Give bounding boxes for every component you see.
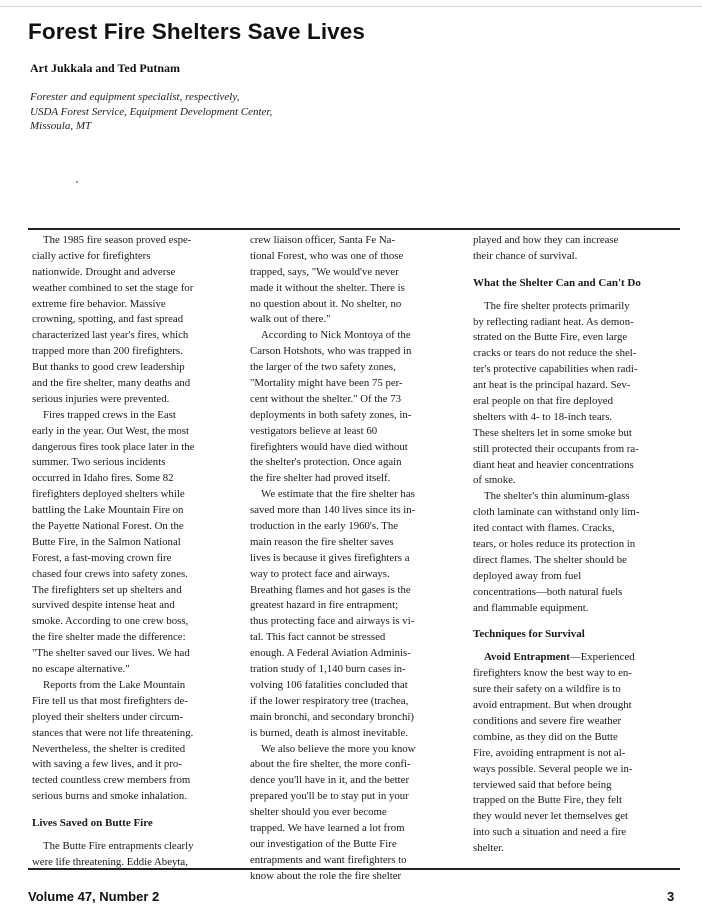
text-line: cent without the shelter." Of the 73 xyxy=(250,392,402,405)
text-line: about the fire shelter, the more confi- xyxy=(250,758,411,771)
text-line: into such a situation and need a fire xyxy=(473,826,627,839)
text-line: chased four crews into safety zones. xyxy=(32,567,188,580)
text-line: Butte Fire, in the Salmon National xyxy=(32,535,181,548)
text-line: tears, or holes reduce its protection in xyxy=(473,538,636,551)
text-line: cially active for firefighters xyxy=(32,249,151,262)
text-line: Nevertheless, the shelter is credited xyxy=(32,742,186,755)
footer-rule xyxy=(28,868,680,870)
text-line: and flammable equipment. xyxy=(473,601,589,614)
author-affiliation xyxy=(30,90,272,134)
text-line: We also believe the more you know xyxy=(261,742,416,755)
text-line: and the fire shelter, many deaths and xyxy=(32,377,191,390)
text-line: The firefighters set up shelters and xyxy=(32,583,182,596)
text-line: These shelters let in some smoke but xyxy=(473,426,632,439)
text-line: early in the year. Out West, the most xyxy=(32,424,189,437)
text-line: sure their safety on a wildfire is to xyxy=(473,683,621,696)
issue-label: Volume 47, Number 2 xyxy=(28,889,160,904)
column-3 xyxy=(473,233,683,857)
scan-speck xyxy=(76,181,78,183)
text-line: crowning, spotting, and fast spread xyxy=(32,313,184,326)
text-line: The Butte Fire entrapments clearly xyxy=(43,839,194,852)
text-line: diant heat and heavier concentrations xyxy=(473,458,634,471)
text-line: The 1985 fire season proved espe- xyxy=(43,234,192,246)
text-line: concentrations—both natural fuels xyxy=(473,585,623,598)
text-line: trapped, says, "We would've never xyxy=(250,265,399,278)
text-line: The shelter's thin aluminum-glass xyxy=(484,490,630,503)
text-line: smoke. According to one crew boss, xyxy=(32,615,189,628)
text-line: lives is because it gives firefighters a xyxy=(250,551,410,564)
text-line: the larger of the two safety zones, xyxy=(250,361,396,374)
text-line: the fire shelter had proved itself. xyxy=(250,472,391,485)
text-line: know about the role the fire shelter xyxy=(250,869,402,882)
text-line: firefighters would have died without xyxy=(250,440,408,453)
text-line: greatest hazard in fire entrapment; xyxy=(250,599,399,612)
text-line: ant heat is the principal hazard. Sev- xyxy=(473,379,631,392)
text-line: terviewed said that before being xyxy=(473,778,612,791)
text-line: avoid entrapment. But when drought xyxy=(473,699,632,712)
affiliation-line: USDA Forest Service, Equipment Development Center, xyxy=(30,105,273,118)
text-line: if the lower respiratory tree (trachea, xyxy=(250,694,409,707)
text-line: cloth laminate can withstand only lim- xyxy=(473,506,640,519)
text-line: our investigation of the Butte Fire xyxy=(250,837,397,850)
text-line: prepared you'll be to stay put in your xyxy=(250,790,409,803)
text-line: shelters with 4- to 18-inch tears. xyxy=(473,410,613,423)
affiliation-line: Forester and equipment specialist, respectively, xyxy=(30,91,240,103)
text-line: But thanks to good crew leadership xyxy=(32,361,185,374)
text-line: by reflecting radiant heat. As demon- xyxy=(473,315,634,328)
section-heading: Lives Saved on Butte Fire xyxy=(32,817,153,830)
text-line: The fire shelter protects primarily xyxy=(484,299,630,312)
text-line: battling the Lake Mountain Fire on xyxy=(32,504,184,517)
text-line: ited contact with flames. Cracks, xyxy=(473,522,615,535)
text-line: ways possible. Several people we in- xyxy=(473,762,633,775)
text-line: saved more than 140 lives since its in- xyxy=(250,504,416,517)
column-2 xyxy=(250,233,460,885)
text-line: We estimate that the fire shelter has xyxy=(261,488,415,501)
text-line: occurred in Idaho fires. Some 82 xyxy=(32,472,174,485)
text-line: tional Forest, who was one of those xyxy=(250,249,404,262)
article-authors: Art Jukkala and Ted Putnam xyxy=(30,61,181,75)
text-line: crew liaison officer, Santa Fe Na- xyxy=(250,234,396,246)
text-line: serious injuries were prevented. xyxy=(32,392,170,405)
text-line: trapped more than 200 firefighters. xyxy=(32,345,183,358)
text-line: stances that were not life threatening. xyxy=(32,726,194,739)
text-line: tected countless crew members from xyxy=(32,774,191,787)
text-line: made it without the shelter. There is xyxy=(250,281,405,294)
text-line: nationwide. Drought and adverse xyxy=(32,265,176,278)
text-line: trapped on the Butte Fire, they felt xyxy=(473,794,623,807)
text-line: of smoke. xyxy=(473,474,516,487)
text-line: shelter. xyxy=(473,842,504,855)
top-border xyxy=(0,6,702,7)
text-line: entrapments and want firefighters to xyxy=(250,853,407,866)
text-line xyxy=(473,650,683,666)
text-line: eral people on that fire deployed xyxy=(473,395,614,408)
text-line: main bronchi, and secondary bronchi) xyxy=(250,710,414,723)
text-line: played and how they can increase xyxy=(473,234,619,246)
text-line: conditions and severe fire weather xyxy=(473,714,622,727)
text-line: trapped. We have learned a lot from xyxy=(250,821,405,834)
text-line: ter's protective capabilities when radi- xyxy=(473,363,638,376)
text-line: According to Nick Montoya of the xyxy=(261,329,411,342)
text-line: dangerous fires took place later in the xyxy=(32,440,195,453)
text-line: Fire, avoiding entrapment is not al- xyxy=(473,746,626,759)
affiliation-line: Missoula, MT xyxy=(30,120,92,132)
section-heading: Techniques for Survival xyxy=(473,628,585,641)
text-line: extreme fire behavior. Massive xyxy=(32,297,166,310)
text-line: survived despite intense heat and xyxy=(32,599,175,612)
text-line: direct flames. The shelter should be xyxy=(473,553,627,566)
text-line: cracks or tears do not reduce the shel- xyxy=(473,347,637,360)
text-line: the fire shelter made the difference: xyxy=(32,631,186,644)
text-line: summer. Two serious incidents xyxy=(32,456,166,469)
text-line: serious burns and smoke inhalation. xyxy=(32,790,188,803)
text-line: ployed their shelters under circum- xyxy=(32,710,184,723)
text-line: tal. This fact cannot be stressed xyxy=(250,631,386,644)
text-line: were life threatening. Eddie Abeyta, xyxy=(32,855,188,868)
text-line: combine, as they did on the Butte xyxy=(473,730,618,743)
text-line: weather combined to set the stage for xyxy=(32,281,194,294)
text-line: they would never let themselves get xyxy=(473,810,629,823)
text-line: Fire tell us that most firefighters de- xyxy=(32,694,188,707)
text-line: Carson Hotshots, who was trapped in xyxy=(250,345,412,358)
text-line: volving 106 fatalities concluded that xyxy=(250,678,408,691)
text-line: strated on the Butte Fire, even large xyxy=(473,331,628,344)
text-line: deployed away from fuel xyxy=(473,569,582,582)
text-line: main reason the fire shelter saves xyxy=(250,535,394,548)
text-line: the Payette National Forest. On the xyxy=(32,520,184,533)
text-line: no escape alternative." xyxy=(32,663,130,676)
section-heading: What the Shelter Can and Can't Do xyxy=(473,276,641,289)
article-title: Forest Fire Shelters Save Lives xyxy=(28,19,366,44)
text-line: still protected their occupants from ra- xyxy=(473,442,639,455)
text-run: —Experienced xyxy=(569,651,635,664)
text-line: dence you'll have in it, and the better xyxy=(250,774,410,787)
text-line: vestigators believe at least 60 xyxy=(250,424,378,437)
text-line: Fires trapped crews in the East xyxy=(43,408,176,421)
text-line: Reports from the Lake Mountain xyxy=(43,678,186,691)
text-line: Forest, a fast-moving crown fire xyxy=(32,551,172,564)
text-line: is burned, death is almost inevitable. xyxy=(250,726,409,739)
text-line: walk out of there." xyxy=(250,313,331,326)
text-line: the shelter's protection. Once again xyxy=(250,456,402,469)
text-line: tration study of 1,140 burn cases in- xyxy=(250,663,406,676)
text-line: no question about it. No shelter, no xyxy=(250,297,402,310)
text-line: Breathing flames and hot gases is the xyxy=(250,583,411,596)
text-line: enough. A Federal Aviation Adminis- xyxy=(250,647,411,660)
text-line: troduction in the early 1960's. The xyxy=(250,520,399,533)
page-number: 3 xyxy=(667,889,675,904)
run-in-heading: Avoid Entrapment xyxy=(484,651,570,664)
text-line: characterized last year's fires, which xyxy=(32,329,189,342)
column-1 xyxy=(32,233,235,871)
text-line: way to protect face and airways. xyxy=(250,567,390,580)
text-line: firefighters know the best way to en- xyxy=(473,667,632,680)
text-line: shelter should you ever become xyxy=(250,806,387,819)
text-line: "The shelter saved our lives. We had xyxy=(32,647,190,660)
text-line: thus protecting face and airways is vi- xyxy=(250,615,415,628)
text-line: firefighters deployed shelters while xyxy=(32,488,185,501)
text-line: their chance of survival. xyxy=(473,249,578,262)
text-line: "Mortality might have been 75 per- xyxy=(250,377,403,390)
text-line: deployments in both safety zones, in- xyxy=(250,408,412,421)
header-rule xyxy=(28,228,680,230)
text-line: with saving a few lives, and it pro- xyxy=(32,758,182,771)
